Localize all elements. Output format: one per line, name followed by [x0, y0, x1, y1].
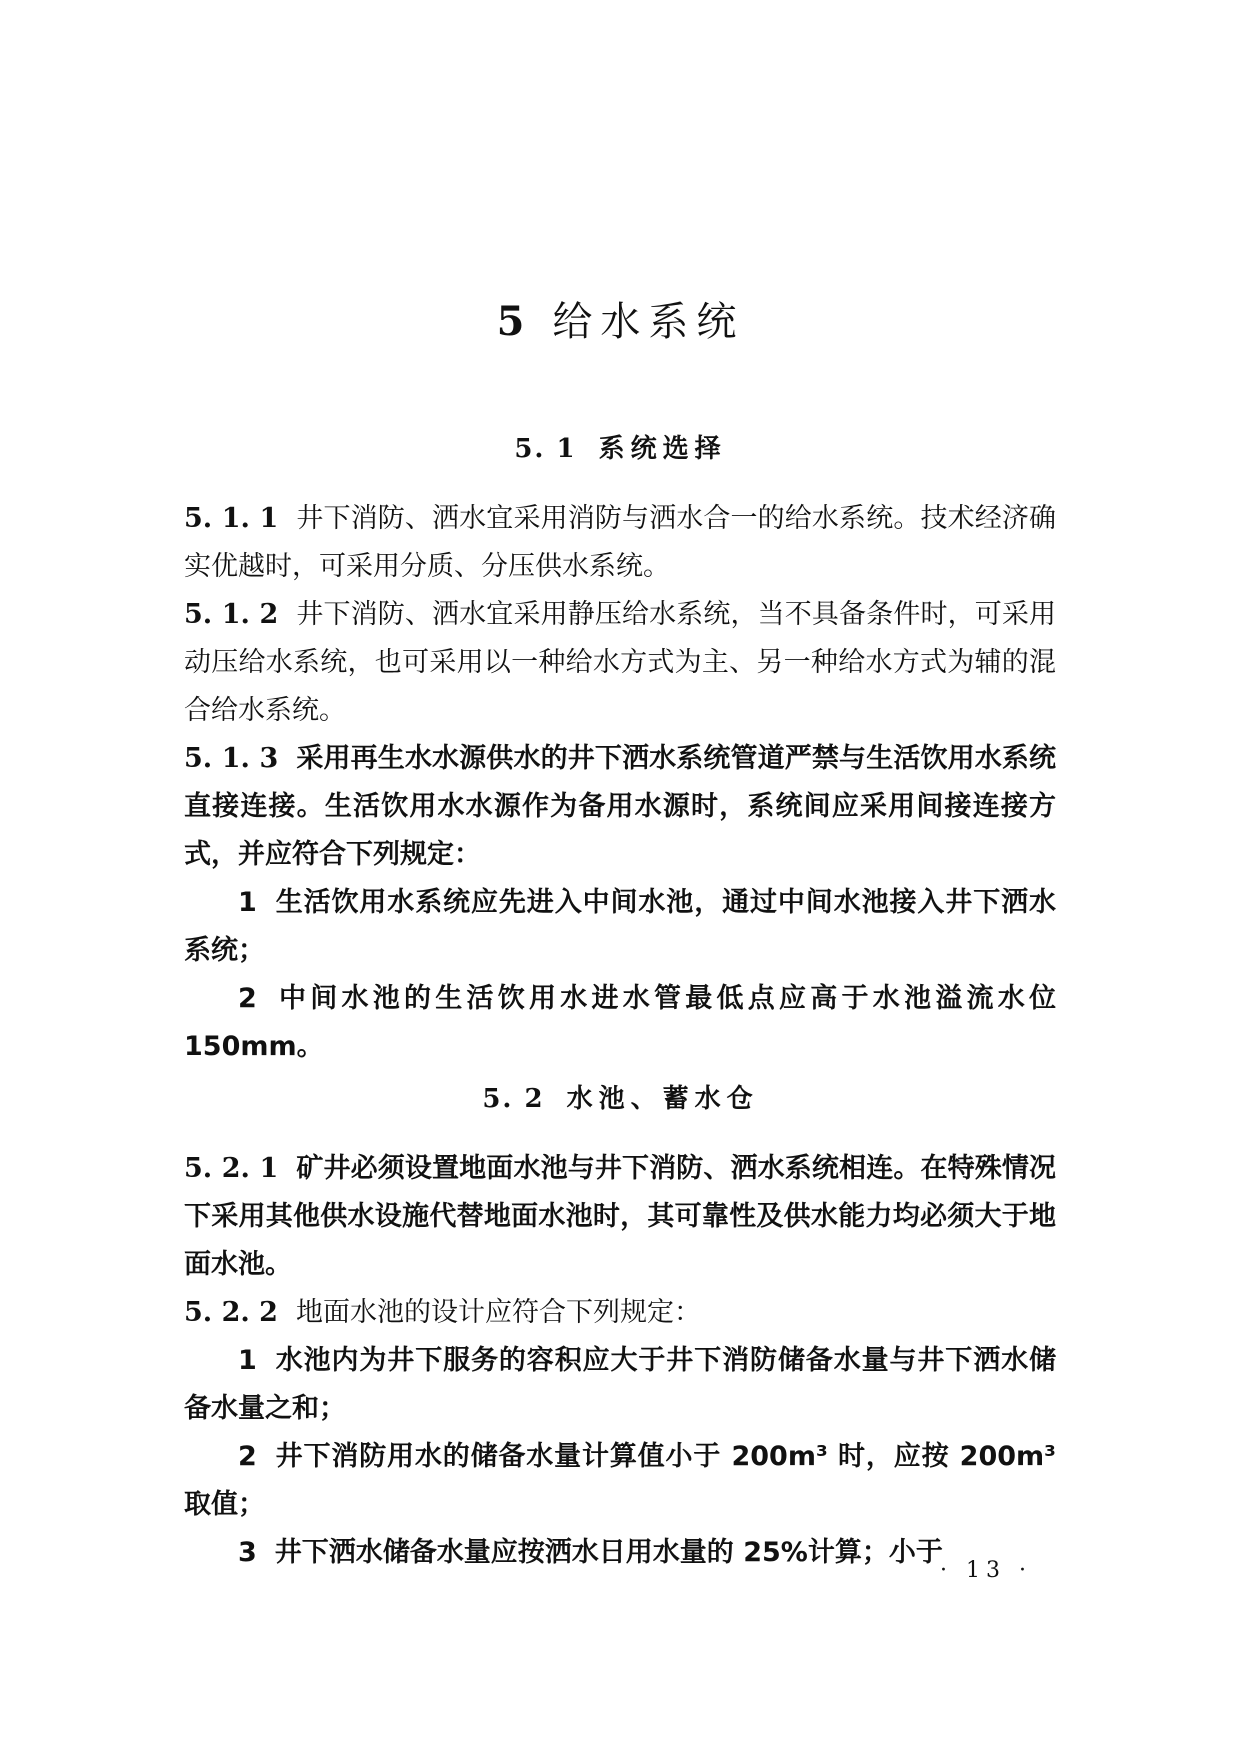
section-title-text: 系统选择 — [598, 434, 727, 464]
item-number: 2 — [238, 1441, 257, 1472]
section-body-5-2 — [184, 1145, 1056, 1577]
clause-5-1-3 — [184, 735, 1056, 879]
clause-text: 井下消防、洒水宜采用静压给水系统，当不具备条件时，可采用动压给水系统，也可采用以一种给水方式为主、另一种给水方式为辅的混合给水系统。 — [184, 599, 1056, 726]
clause-number: 5. 1. 3 — [184, 743, 279, 774]
clause-text: 采用再生水水源供水的井下洒水系统管道严禁与生活饮用水系统直接连接。生活饮用水水源作为备用水源时，系统间应采用间接连接方式，并应符合下列规定： — [184, 743, 1056, 870]
list-item — [184, 879, 1056, 975]
clause-text: 井下消防、洒水宜采用消防与洒水合一的给水系统。技术经济确实优越时，可采用分质、分压供水系统。 — [184, 503, 1056, 582]
clause-5-1-2 — [184, 591, 1056, 735]
item-text: 水池内为井下服务的容积应大于井下消防储备水量与井下洒水储备水量之和； — [184, 1345, 1056, 1424]
item-text: 井下消防用水的储备水量计算值小于 200m³ 时，应按 200m³ 取值； — [184, 1441, 1056, 1520]
list-item — [184, 1433, 1056, 1529]
item-number: 3 — [238, 1537, 257, 1568]
clause-text: 地面水池的设计应符合下列规定： — [295, 1297, 701, 1328]
clause-number: 5. 1. 1 — [184, 503, 279, 534]
clause-5-1-1 — [184, 495, 1056, 591]
clause-text: 矿井必须设置地面水池与井下消防、洒水系统相连。在特殊情况下采用其他供水设施代替地面水池时，其可靠性及供水能力均必须大于地面水池。 — [184, 1153, 1056, 1280]
section-title-5-2 — [0, 1078, 1241, 1115]
section-body-5-1 — [184, 495, 1056, 1071]
section-number: 5. 2 — [482, 1084, 545, 1114]
item-number: 1 — [238, 887, 257, 918]
page-number: · 13 · — [940, 1558, 1032, 1583]
item-text: 中间水池的生活饮用水进水管最低点应高于水池溢流水位 150mm。 — [184, 983, 1056, 1062]
clause-5-2-2 — [184, 1289, 1056, 1337]
clause-number: 5. 2. 2 — [184, 1297, 278, 1328]
section-number: 5. 1 — [514, 434, 577, 464]
section-title-text: 水池、蓄水仓 — [566, 1084, 759, 1114]
list-item — [184, 1337, 1056, 1433]
clause-5-2-1 — [184, 1145, 1056, 1289]
item-text: 井下洒水储备水量应按洒水日用水量的 25%计算；小于 — [274, 1537, 943, 1568]
section-title-5-1 — [0, 428, 1241, 465]
item-text: 生活饮用水系统应先进入中间水池，通过中间水池接入井下洒水系统； — [184, 887, 1056, 966]
list-item — [184, 1529, 1056, 1577]
chapter-title-text: 给水系统 — [552, 299, 745, 345]
clause-number: 5. 1. 2 — [184, 599, 279, 630]
item-number: 2 — [238, 983, 257, 1014]
item-number: 1 — [238, 1345, 257, 1376]
chapter-title — [0, 290, 1241, 347]
chapter-number: 5 — [496, 298, 525, 345]
clause-number: 5. 2. 1 — [184, 1153, 279, 1184]
list-item — [184, 975, 1056, 1071]
